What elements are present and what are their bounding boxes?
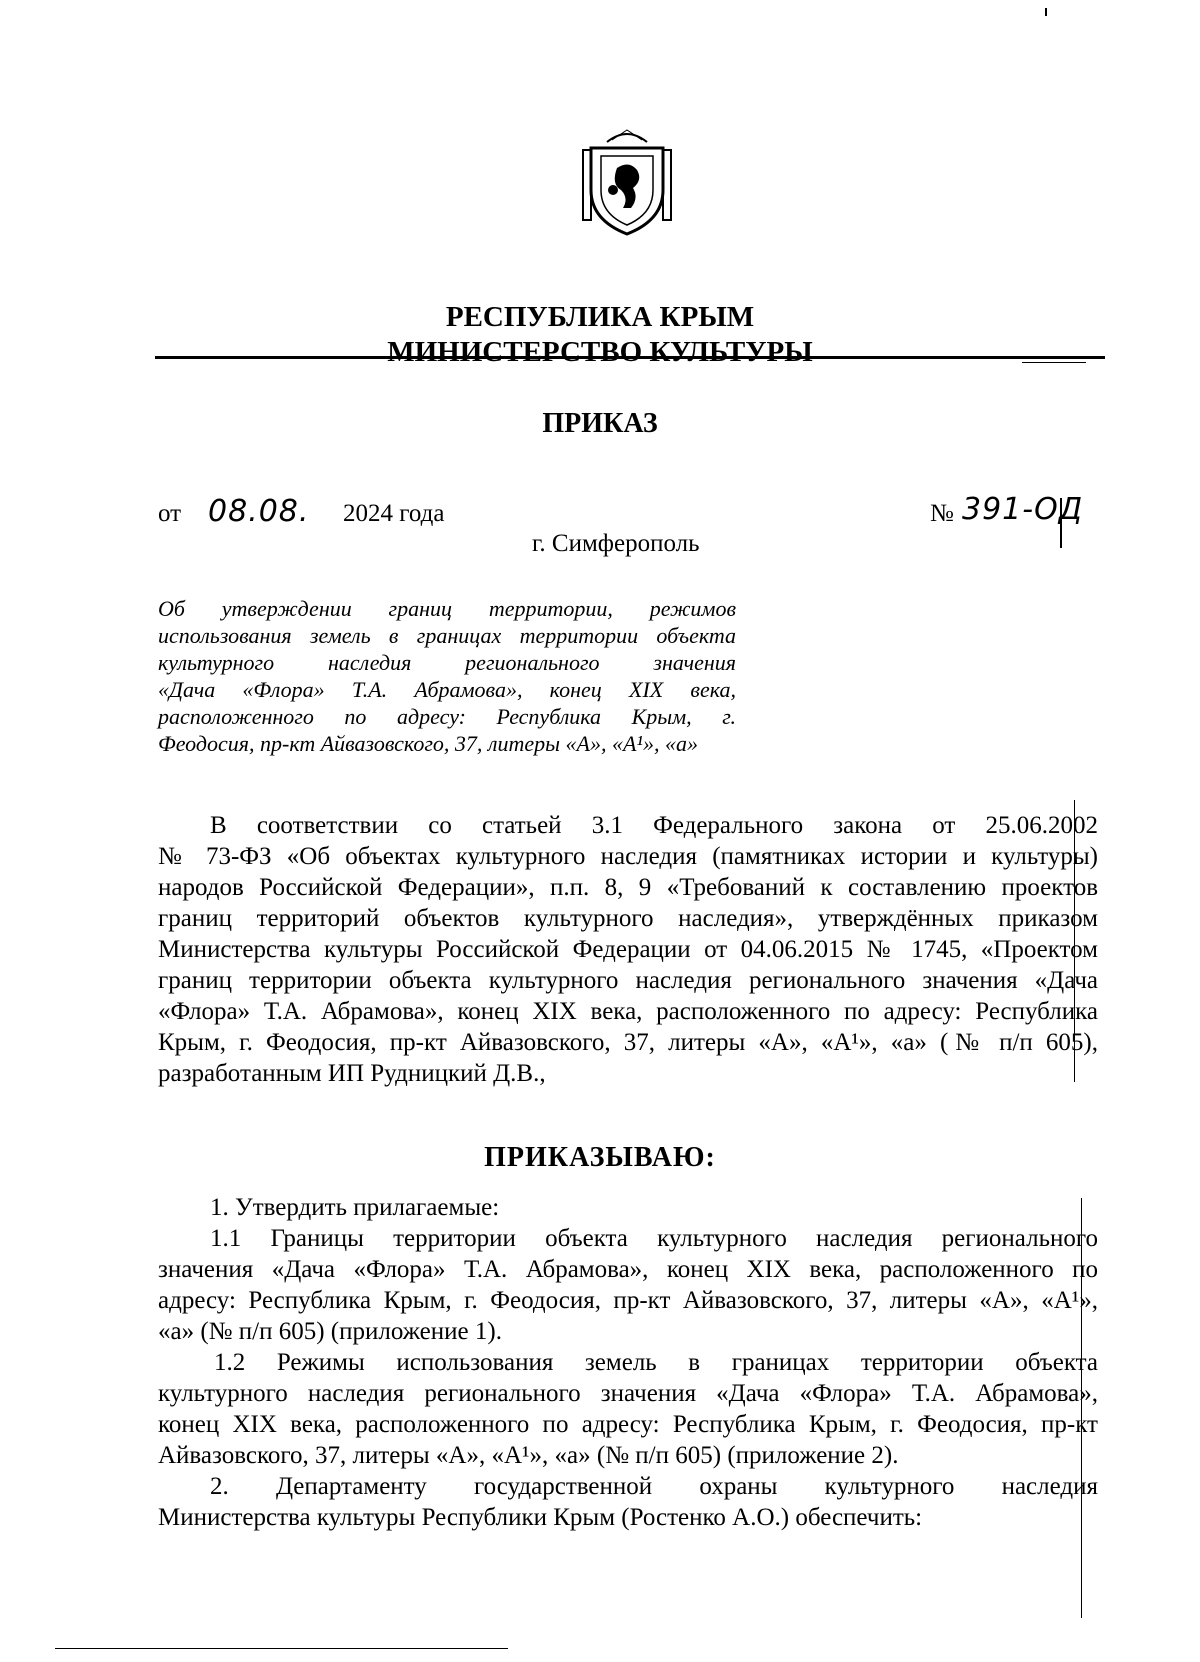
number-label: № xyxy=(930,500,954,527)
preamble-line: «Флора» Т.А. Абрамова», конец XIX века, расположенного по адресу: Республика xyxy=(158,998,1098,1025)
year-text: 2024 года xyxy=(343,500,445,527)
footer-rule xyxy=(55,1648,508,1649)
preamble-line: границ территории объекта культурного наследия регионального значения «Дача xyxy=(158,967,1098,994)
item-line: Министерства культуры Республики Крым (Ростенко А.О.) обеспечить: xyxy=(158,1504,923,1531)
item-line: Айвазовского, 37, литеры «А», «А¹», «а» (№ п/п 605) (приложение 2). xyxy=(158,1442,899,1469)
item-line: 2. Департаменту государственной охраны культурного наследия xyxy=(210,1473,1098,1500)
item-line: 1. Утвердить прилагаемые: xyxy=(210,1194,500,1221)
subject-line: расположенного по адресу: Республика Крым, г. xyxy=(158,704,736,729)
header-rule xyxy=(155,356,1105,359)
doc-type: ПРИКАЗ xyxy=(542,408,658,439)
margin-line xyxy=(1060,498,1062,548)
header-rule-ext xyxy=(1022,362,1086,363)
preamble-line: народов Российской Федерации», п.п. 8, 9 «Требований к составлению проектов xyxy=(158,874,1098,901)
subject-line: использования земель в границах территории объекта xyxy=(158,623,736,648)
margin-line xyxy=(1081,1198,1082,1618)
handwritten-number: 391-ОД xyxy=(962,492,1084,527)
item-line: 1.2 Режимы использования земель в границах территории объекта xyxy=(214,1349,1098,1376)
preamble-line: В соответствии со статьей 3.1 Федерального закона от 25.06.2002 xyxy=(210,812,1098,839)
city: г. Симферополь xyxy=(532,530,700,557)
subject-line: «Дача «Флора» Т.А. Абрамова», конец XIX века, xyxy=(158,677,736,702)
item-line: культурного наследия регионального значения «Дача «Флора» Т.А. Абрамова», xyxy=(158,1380,1098,1407)
subject-line: Феодосия, пр-кт Айвазовского, 37, литеры «А», «А¹», «а» xyxy=(158,731,699,756)
scan-mark xyxy=(1045,8,1047,16)
preamble-block xyxy=(158,810,1098,1089)
header-ministry: МИНИСТЕРСТВО КУЛЬТУРЫ xyxy=(387,336,813,368)
preamble-line: Крым, г. Феодосия, пр-кт Айвазовского, 37, литеры «А», «А¹», «а» (№ п/п 605), xyxy=(158,1029,1098,1056)
items-block xyxy=(158,1192,1098,1533)
preamble-line: Министерства культуры Российской Федерации от 04.06.2015 № 1745, «Проектом xyxy=(158,936,1098,963)
item-line: «а» (№ п/п 605) (приложение 1). xyxy=(158,1318,502,1345)
order-word: ПРИКАЗЫВАЮ: xyxy=(484,1142,716,1173)
item-line: 1.1 Границы территории объекта культурного наследия регионального xyxy=(210,1225,1098,1252)
subject-line: Об утверждении границ территории, режимов xyxy=(158,596,736,621)
item-line: значения «Дача «Флора» Т.А. Абрамова», конец XIX века, расположенного по xyxy=(158,1256,1098,1283)
header-republic: РЕСПУБЛИКА КРЫМ xyxy=(445,301,755,333)
handwritten-date: 08.08. xyxy=(208,494,310,529)
preamble-line: № 73-ФЗ «Об объектах культурного наследия (памятниках истории и культуры) xyxy=(158,843,1098,870)
subject-block xyxy=(158,595,736,757)
from-label: от xyxy=(158,500,182,527)
margin-line xyxy=(1074,800,1075,1082)
subject-line: культурного наследия регионального значения xyxy=(158,650,736,675)
preamble-line: границ территорий объектов культурного наследия», утверждённых приказом xyxy=(158,905,1098,932)
preamble-line: разработанным ИП Рудницкий Д.В., xyxy=(158,1060,546,1087)
coat-of-arms-icon xyxy=(577,128,677,238)
item-line: адресу: Республика Крым, г. Феодосия, пр-кт Айвазовского, 37, литеры «А», «А¹», xyxy=(158,1287,1098,1314)
item-line: конец XIX века, расположенного по адресу: Республика Крым, г. Феодосия, пр-кт xyxy=(158,1411,1098,1438)
